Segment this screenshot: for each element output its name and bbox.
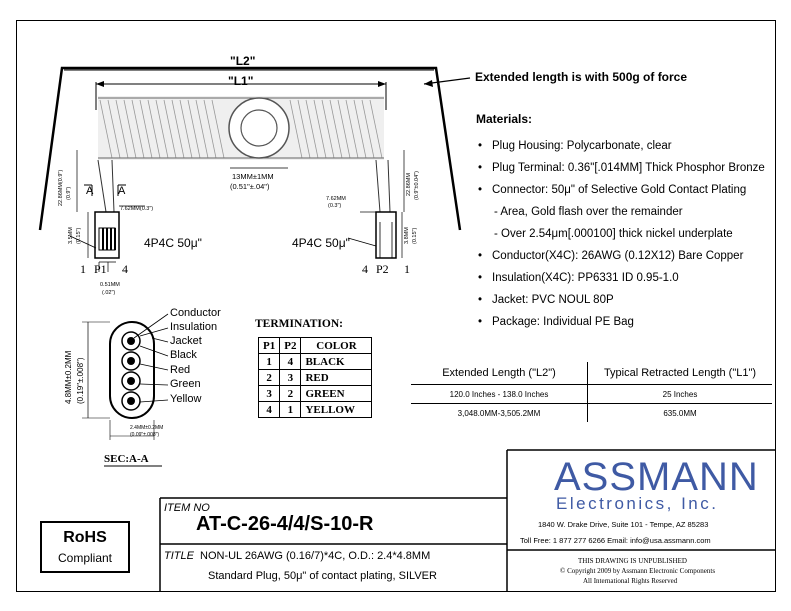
left-small-dim-1: 3.5MM: [68, 227, 74, 244]
materials-list: [476, 135, 765, 333]
right-plug: [376, 212, 396, 258]
material-item: • Jacket: PVC NOUL 80P: [476, 289, 765, 311]
cable-cross-section: [110, 322, 154, 418]
coil-inner-circle: [241, 110, 277, 146]
header-p1: P1: [259, 338, 280, 354]
length-table: [411, 362, 772, 422]
cell-p1: 2: [259, 370, 280, 386]
unpublished-notice: THIS DRAWING IS UNPUBLISHED: [578, 557, 687, 565]
label-green: Green: [170, 378, 201, 390]
company-address: 1840 W. Drake Drive, Suite 101 - Tempe, AZ 85283: [538, 520, 709, 529]
right-pitch-dim-2: (0.3"): [328, 203, 342, 209]
right-pin-1: 1: [404, 262, 410, 276]
cell-retracted: 25 Inches: [588, 385, 773, 404]
cell-color: GREEN: [301, 386, 372, 402]
cell-color: BLACK: [301, 354, 372, 370]
cell-extended: 3,048.0MM-3,505.2MM: [411, 404, 588, 423]
item-no-label: ITEM NO: [164, 502, 210, 514]
left-plug-label: 4P4C 50μ": [144, 236, 202, 250]
header-color: COLOR: [301, 338, 372, 354]
label-jacket: Jacket: [170, 335, 202, 347]
material-subitem: - Over 2.54μm[.000100] thick nickel underplate: [494, 228, 733, 240]
termination-table: [258, 337, 372, 418]
cell-color: YELLOW: [301, 402, 372, 418]
company-logo: ASSMANN: [554, 455, 759, 499]
left-small-dim-2: (0.15"): [76, 227, 82, 244]
table-row: [411, 385, 772, 404]
cell-p2: 1: [280, 402, 301, 418]
right-small-dim-1: 3.8MM: [404, 227, 410, 244]
right-pin-4: 4: [362, 262, 368, 276]
title-line-1: NON-UL 26AWG (0.16/7)*4C, O.D.: 2.4*4.8MM: [200, 550, 431, 562]
table-row: [259, 402, 372, 418]
label-black: Black: [170, 349, 197, 361]
right-plug-label: 4P4C 50μ": [292, 236, 350, 250]
l2-label: "L2": [230, 54, 256, 68]
material-item: • Plug Terminal: 0.36"[.014MM] Thick Phosphor Bronze: [476, 157, 765, 179]
cell-retracted: 635.0MM: [588, 404, 773, 423]
section-mark-a-left: A: [86, 185, 94, 197]
right-vertical-dim-2: (0.9"±0.04"): [414, 171, 420, 200]
left-bottom-dim-2: (.02"): [102, 290, 116, 296]
label-yellow: Yellow: [170, 393, 202, 405]
copyright-text: Copyright 2009 by Assmann Electronic Components: [567, 567, 716, 575]
material-item: • Insulation(X4C): PP6331 ID 0.95-1.0: [476, 267, 765, 289]
table-row: [259, 386, 372, 402]
company-contact: Toll Free: 1 877 277 6266 Email: info@usa.assmann.com: [520, 536, 711, 545]
cell-p2: 3: [280, 370, 301, 386]
termination-title: TERMINATION:: [255, 318, 343, 330]
left-pin-4: 4: [122, 262, 128, 276]
label-conductor: Conductor: [170, 307, 221, 319]
label-insulation: Insulation: [170, 321, 218, 333]
rohs-subtitle: Compliant: [57, 551, 113, 565]
cell-color: RED: [301, 370, 372, 386]
material-item: • Connector: 50μ" of Selective Gold Contact Plating: [476, 179, 765, 201]
right-pitch-dim-1: 7.62MM: [326, 196, 346, 202]
section-width-dim-1: 2.4MM±0.2MM: [130, 425, 164, 431]
item-number: AT-C-26-4/4/S-10-R: [196, 513, 374, 535]
p2-label: P2: [376, 262, 389, 276]
p1-label: P1: [94, 262, 107, 276]
section-mark-a-right: A: [118, 185, 126, 197]
right-small-dim-2: (0.15"): [412, 227, 418, 244]
materials-title: Materials:: [476, 112, 533, 126]
coil-dim-mm: 13MM±1MM: [232, 172, 274, 181]
rohs-badge: [40, 521, 130, 573]
right-vertical-dim-1: 22.86MM: [406, 173, 412, 196]
right-cord: [376, 160, 380, 212]
copyright-notice: © Copyright 2009 by Assmann Electronic Components: [560, 567, 716, 575]
table-row: [259, 370, 372, 386]
header-retracted-length: Typical Retracted Length ("L1"): [588, 362, 773, 385]
title-line-2: Standard Plug, 50μ" of contact plating, SILVER: [208, 570, 437, 582]
section-caption: SEC:A-A: [104, 453, 149, 465]
left-plug: [95, 212, 119, 258]
left-cord: [98, 160, 106, 212]
title-label: TITLE: [164, 550, 194, 562]
rohs-title: RoHS: [63, 529, 107, 546]
material-item: • Plug Housing: Polycarbonate, clear: [476, 135, 765, 157]
termination-header-row: [259, 338, 372, 354]
left-vertical-dim-2: (0.9"): [66, 186, 72, 200]
coil-dim-in: (0.51"±.04"): [230, 182, 270, 191]
left-pitch-dim: 7.62MM(0.3"): [120, 206, 154, 212]
cell-extended: 120.0 Inches - 138.0 Inches: [411, 385, 588, 404]
extended-length-note: Extended length is with 500g of force: [475, 70, 688, 84]
cell-p1: 1: [259, 354, 280, 370]
cell-p1: 3: [259, 386, 280, 402]
section-height-dim-in: (0.19"±.008"): [76, 357, 85, 404]
table-row: [411, 404, 772, 423]
left-pin-1: 1: [80, 262, 86, 276]
material-subitem: - Area, Gold flash over the remainder: [494, 206, 683, 218]
l1-label: "L1": [228, 74, 254, 88]
cell-p2: 2: [280, 386, 301, 402]
table-row: [259, 354, 372, 370]
company-subname: Electronics, Inc.: [556, 494, 719, 513]
l1-arrow-left: [96, 81, 104, 87]
section-height-dim: 4.8MM±0.2MM: [64, 350, 73, 404]
header-p2: P2: [280, 338, 301, 354]
label-red: Red: [170, 364, 191, 376]
l1-arrow-right: [378, 81, 386, 87]
cell-p2: 4: [280, 354, 301, 370]
cell-p1: 4: [259, 402, 280, 418]
material-item: • Conductor(X4C): 26AWG (0.12X12) Bare Copper: [476, 245, 765, 267]
material-item: • Package: Individual PE Bag: [476, 311, 765, 333]
header-extended-length: Extended Length ("L2"): [411, 362, 588, 385]
left-vertical-dim-1: 22.86MM(0.9"): [58, 169, 64, 206]
left-bottom-dim-1: 0.51MM: [100, 282, 120, 288]
rights-notice: All International Rights Reserved: [583, 577, 678, 585]
section-width-dim-2: (0.09"±.008"): [130, 432, 160, 438]
